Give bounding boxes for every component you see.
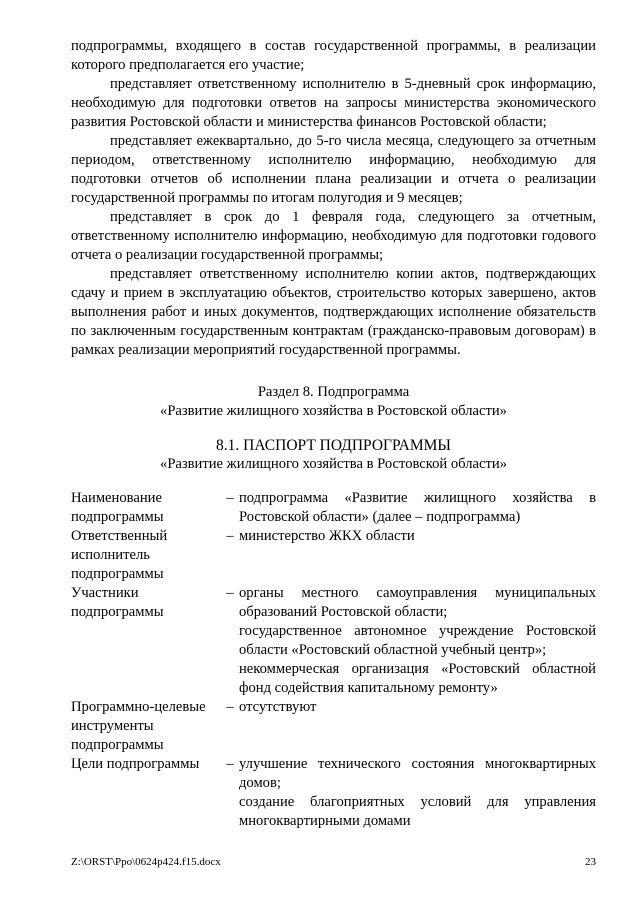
row-value bbox=[239, 527, 596, 546]
row-dash: – bbox=[226, 699, 234, 715]
row-value bbox=[239, 698, 596, 717]
row-dash: – bbox=[226, 490, 234, 506]
table-row bbox=[71, 698, 596, 755]
row-dash: – bbox=[226, 528, 234, 544]
body-text bbox=[71, 37, 596, 360]
row-value-item: создание благоприятных условий для управления многоквартирными домами bbox=[239, 794, 596, 829]
row-label bbox=[71, 489, 221, 527]
section-heading-line2: «Развитие жилищного хозяйства в Ростовской области» bbox=[160, 403, 507, 419]
row-value-item: отсутствуют bbox=[239, 699, 317, 715]
row-label-line: подпрограммы bbox=[71, 737, 164, 753]
row-value-item: улучшение технического состояния многоквартирных домов; bbox=[239, 756, 596, 791]
passport-subtitle: «Развитие жилищного хозяйства в Ростовской области» bbox=[160, 456, 507, 472]
row-label bbox=[71, 527, 221, 584]
paragraph-info-5-day: представляет ответственному исполнителю в 5-дневный срок информацию, необходимую для подготовки ответов на запросы министерства экономического развития Ростовской области и министерства финансов Ростовской области; bbox=[71, 76, 596, 130]
row-label-line: подпрограммы bbox=[71, 604, 164, 620]
row-value-item: некоммерческая организация «Ростовский областной фонд содействия капитальному ремонту» bbox=[239, 661, 596, 696]
row-dash: – bbox=[226, 756, 234, 772]
paragraph-quarterly: представляет ежеквартально, до 5-го числа месяца, следующего за отчетным периодом, ответственному исполнителю информацию, необходимую для подготовки отчетов об исполнении плана реализации и отчета о реализации государственной программы по итогам полугодия и 9 месяцев; bbox=[71, 133, 596, 206]
row-label bbox=[71, 584, 221, 622]
row-value-item: государственное автономное учреждение Ростовской области «Ростовский областной учебный центр»; bbox=[239, 623, 596, 658]
row-label bbox=[71, 755, 221, 774]
row-value-item: подпрограмма «Развитие жилищного хозяйства в Ростовской области» (далее – подпрограмма) bbox=[239, 490, 596, 525]
paragraph-continuation: подпрограммы, входящего в состав государственной программы, в реализации которого предполагается его участие; bbox=[71, 38, 596, 73]
row-label-line: подпрограммы bbox=[71, 509, 164, 525]
row-value-item: органы местного самоуправления муниципальных образований Ростовской области; bbox=[239, 585, 596, 620]
row-value bbox=[239, 584, 596, 698]
row-value bbox=[239, 755, 596, 831]
row-label bbox=[71, 698, 221, 755]
row-label-line: Цели подпрограммы bbox=[71, 756, 200, 772]
passport-table bbox=[71, 489, 596, 831]
section-heading bbox=[71, 383, 596, 421]
row-dash: – bbox=[226, 585, 234, 601]
row-label-line: Программно-целевые bbox=[71, 699, 206, 715]
row-value bbox=[239, 489, 596, 527]
row-label-line: подпрограммы bbox=[71, 566, 164, 582]
section-heading-line1: Раздел 8. Подпрограмма bbox=[257, 384, 410, 400]
footer-file-path: Z:\ORST\Ppo\0624p424.f15.docx bbox=[71, 856, 221, 868]
row-label-line: исполнитель bbox=[71, 547, 150, 563]
row-label-line: Наименование bbox=[71, 490, 162, 506]
paragraph-annual: представляет в срок до 1 февраля года, следующего за отчетным, ответственному исполнителю информацию, необходимую для подготовки годового отчета о реализации государственной программы; bbox=[71, 209, 596, 263]
table-row bbox=[71, 584, 596, 698]
table-row bbox=[71, 489, 596, 527]
passport-heading bbox=[71, 436, 596, 474]
footer-page-number: 23 bbox=[585, 856, 596, 868]
row-label-line: Участники bbox=[71, 585, 139, 601]
table-row bbox=[71, 527, 596, 584]
table-row bbox=[71, 755, 596, 831]
row-label-line: инструменты bbox=[71, 718, 154, 734]
paragraph-acts: представляет ответственному исполнителю копии актов, подтверждающих сдачу и прием в эксплуатацию объектов, строительство которых завершено, актов выполнения работ и иных документов, подтверждающих исполнение обязательств по заключенным государственным контрактам (гражданско-правовым договорам) в рамках реализации мероприятий государственной программы. bbox=[71, 266, 596, 358]
row-value-item: министерство ЖКХ области bbox=[239, 528, 415, 544]
row-label-line: Ответственный bbox=[71, 528, 168, 544]
passport-title: 8.1. ПАСПОРТ ПОДПРОГРАММЫ bbox=[216, 437, 451, 454]
